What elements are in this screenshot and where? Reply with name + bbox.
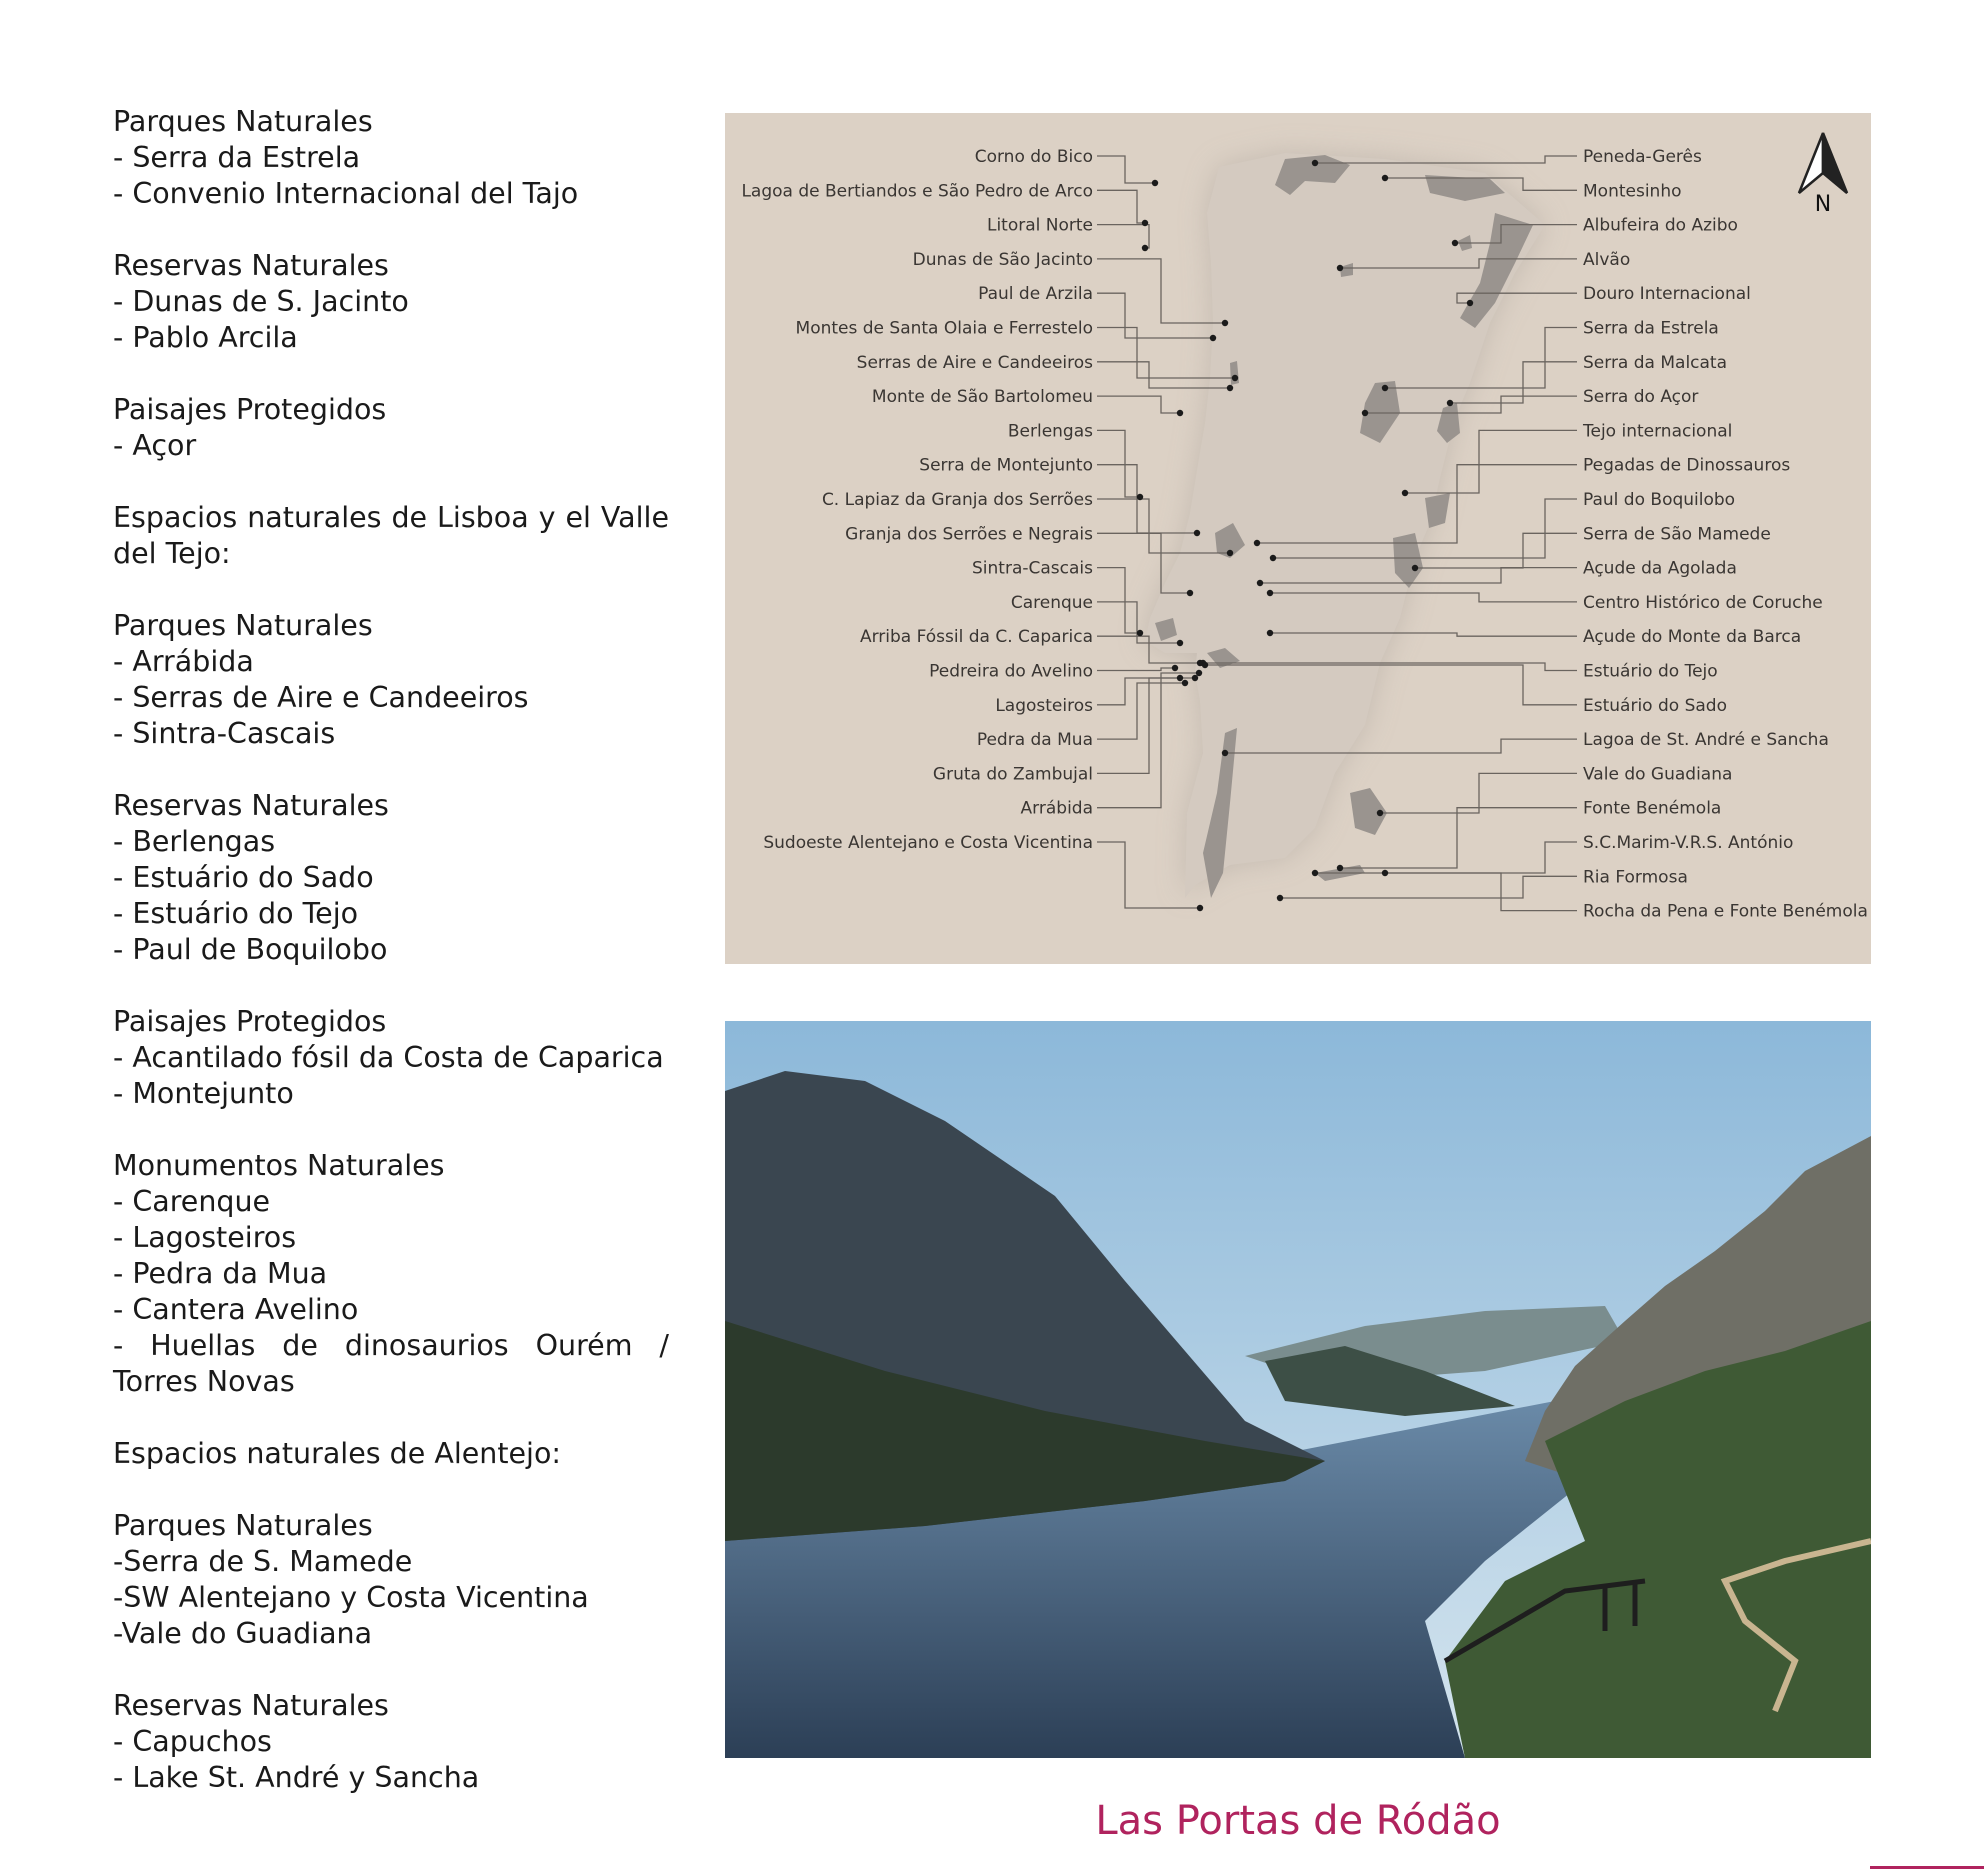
- location-dot: [1192, 675, 1198, 681]
- section-heading: Reservas Naturales: [113, 1689, 389, 1722]
- leader-line: [1097, 156, 1155, 183]
- location-dot: [1382, 175, 1388, 181]
- left-labels: [741, 147, 1093, 853]
- list-item: - Dunas de S. Jacinto: [113, 285, 409, 318]
- map-label-left: Arrábida: [1020, 798, 1093, 819]
- location-dot: [1177, 640, 1183, 646]
- location-dot: [1412, 565, 1418, 571]
- leader-line: [1097, 568, 1140, 633]
- location-dot: [1177, 410, 1183, 416]
- location-dot: [1362, 410, 1368, 416]
- location-dot: [1142, 245, 1148, 251]
- location-dot: [1467, 300, 1473, 306]
- map-label-right: Estuário do Sado: [1583, 695, 1727, 716]
- accent-line: [1870, 1866, 1984, 1869]
- list-item: - Montejunto: [113, 1077, 294, 1110]
- location-dot: [1402, 490, 1408, 496]
- leader-line: [1097, 678, 1195, 705]
- map-label-left: Serra de Montejunto: [919, 455, 1093, 476]
- location-dot: [1194, 530, 1200, 536]
- location-dot: [1227, 550, 1233, 556]
- map-label-right: Alvão: [1583, 249, 1631, 270]
- map-label-left: Berlengas: [1007, 421, 1093, 442]
- list-item: - Pablo Arcila: [113, 321, 298, 354]
- section-block: [113, 500, 669, 572]
- list-item: - Açor: [113, 429, 197, 462]
- location-dot: [1142, 220, 1148, 226]
- section-heading: Parques Naturales: [113, 105, 373, 138]
- map-label-left: Monte de São Bartolomeu: [871, 387, 1093, 408]
- list-item: - Huellas de dinosaurios Ourém / Torres Novas: [113, 1329, 669, 1398]
- list-item: - Lake St. André y Sancha: [113, 1761, 480, 1794]
- section-heading: Paisajes Protegidos: [113, 1005, 387, 1038]
- location-dot: [1222, 750, 1228, 756]
- location-dot: [1196, 670, 1202, 676]
- list-item: - Carenque: [113, 1185, 271, 1218]
- landscape-photo: [725, 1021, 1871, 1758]
- map-label-left: Serras de Aire e Candeeiros: [856, 352, 1093, 373]
- map-label-left: Pedra da Mua: [976, 730, 1093, 751]
- location-dot: [1257, 580, 1263, 586]
- map-label-right: Douro Internacional: [1583, 284, 1751, 305]
- map-label-left: Lagosteiros: [995, 695, 1093, 716]
- map-label-right: S.C.Marim-V.R.S. António: [1583, 833, 1794, 853]
- section-heading: Monumentos Naturales: [113, 1149, 445, 1182]
- area-tejo: [1425, 493, 1450, 528]
- leader-line: [1415, 533, 1577, 568]
- location-dot: [1152, 180, 1158, 186]
- map-label-right: Serra de São Mamede: [1583, 524, 1771, 545]
- map-label-right: Serra da Malcata: [1583, 352, 1728, 373]
- portugal-protected-areas-map: [725, 113, 1871, 964]
- section-heading: Reservas Naturales: [113, 789, 389, 822]
- map-label-left: Pedreira do Avelino: [929, 661, 1093, 682]
- map-label-left: Gruta do Zambujal: [932, 764, 1093, 785]
- map-label-left: Lagoa de Bertiandos e São Pedro de Arco: [741, 181, 1093, 202]
- location-dot: [1254, 540, 1260, 546]
- leader-line: [1097, 683, 1185, 739]
- map-label-right: Albufeira do Azibo: [1583, 215, 1738, 236]
- location-dot: [1382, 385, 1388, 391]
- location-dot: [1312, 870, 1318, 876]
- section-block: [113, 392, 669, 464]
- map-label-left: Sudoeste Alentejano e Costa Vicentina: [763, 833, 1093, 853]
- map-label-right: Lagoa de St. André e Sancha: [1583, 730, 1829, 751]
- leader-line: [1097, 293, 1213, 338]
- location-dot: [1182, 680, 1188, 686]
- list-item: - Sintra-Cascais: [113, 717, 336, 750]
- location-dot: [1382, 870, 1388, 876]
- section-block: [113, 608, 669, 752]
- section-block: [113, 1148, 669, 1400]
- location-dot: [1210, 335, 1216, 341]
- section-heading: Reservas Naturales: [113, 249, 389, 282]
- map-label-left: Dunas de São Jacinto: [912, 249, 1093, 270]
- map-label-right: Paul do Boquilobo: [1583, 490, 1736, 510]
- leader-line: [1097, 225, 1149, 248]
- list-item: - Lagosteiros: [113, 1221, 297, 1254]
- section-block: [113, 788, 669, 968]
- location-dot: [1337, 265, 1343, 271]
- map-label-right: Fonte Benémola: [1583, 798, 1722, 819]
- location-dot: [1447, 400, 1453, 406]
- list-item: - Serras de Aire e Candeeiros: [113, 681, 529, 714]
- map-label-left: Arriba Fóssil da C. Caparica: [859, 627, 1093, 648]
- location-dot: [1452, 240, 1458, 246]
- map-label-left: Paul de Arzila: [978, 284, 1093, 305]
- location-dot: [1172, 665, 1178, 671]
- location-dot: [1227, 385, 1233, 391]
- list-item: - Estuário do Sado: [113, 861, 374, 894]
- location-dot: [1267, 590, 1273, 596]
- location-dot: [1222, 320, 1228, 326]
- section-heading: Paisajes Protegidos: [113, 393, 387, 426]
- location-dot: [1337, 865, 1343, 871]
- location-dot: [1197, 905, 1203, 911]
- map-label-right: Rocha da Pena e Fonte Benémola: [1583, 901, 1868, 922]
- map-label-right: Açude do Monte da Barca: [1583, 627, 1802, 648]
- location-dot: [1270, 555, 1276, 561]
- map-label-right: Montesinho: [1583, 181, 1682, 202]
- section-heading: Parques Naturales: [113, 1509, 373, 1542]
- north-label: N: [1814, 192, 1832, 217]
- map-label-left: Carenque: [1010, 592, 1093, 613]
- photo-caption: Las Portas de Ródão: [1095, 1798, 1501, 1844]
- map-label-right: Vale do Guadiana: [1583, 764, 1733, 785]
- leader-line: [1097, 842, 1200, 908]
- leader-line: [1097, 396, 1180, 413]
- park-list: [113, 104, 669, 1832]
- list-item: - Paul de Boquilobo: [113, 933, 388, 966]
- section-heading: Parques Naturales: [113, 609, 373, 642]
- map-label-right: Ria Formosa: [1583, 867, 1688, 888]
- location-dot: [1277, 895, 1283, 901]
- map-label-right: Tejo internacional: [1583, 421, 1733, 442]
- leader-line: [1097, 673, 1199, 808]
- map-canvas: [725, 113, 1871, 964]
- region-heading: Espacios naturales de Alentejo:: [113, 1437, 562, 1470]
- section-block: [113, 1688, 669, 1796]
- location-dot: [1187, 590, 1193, 596]
- right-labels: [1582, 147, 1868, 922]
- map-label-left: C. Lapiaz da Granja dos Serrões: [821, 490, 1093, 510]
- leader-line: [1097, 259, 1225, 323]
- list-item: - Pedra da Mua: [113, 1257, 328, 1290]
- section-block: [113, 1436, 669, 1472]
- location-dot: [1232, 375, 1238, 381]
- map-label-left: Sintra-Cascais: [972, 558, 1093, 579]
- map-label-right: Pegadas de Dinossauros: [1583, 455, 1791, 476]
- north-arrow-icon: [1799, 133, 1847, 217]
- map-label-right: Serra da Estrela: [1583, 318, 1719, 339]
- map-label-right: Peneda-Gerês: [1583, 147, 1702, 167]
- section-block: [113, 104, 669, 212]
- map-label-right: Estuário do Tejo: [1583, 661, 1718, 682]
- leader-line: [1097, 668, 1175, 671]
- list-item: - Capuchos: [113, 1725, 272, 1758]
- leader-line: [1097, 678, 1180, 773]
- list-item: - Cantera Avelino: [113, 1293, 359, 1326]
- location-dot: [1202, 662, 1208, 668]
- location-dot: [1137, 630, 1143, 636]
- list-item: - Acantilado fósil da Costa de Caparica: [113, 1041, 664, 1074]
- list-item: - Estuário do Tejo: [113, 897, 359, 930]
- location-dot: [1177, 675, 1183, 681]
- map-label-right: Centro Histórico de Coruche: [1583, 592, 1823, 613]
- region-heading: Espacios naturales de Lisboa y el Valle del Tejo:: [113, 501, 669, 570]
- leader-line: [1315, 873, 1577, 911]
- list-item: - Berlengas: [113, 825, 276, 858]
- list-item: -Vale do Guadiana: [113, 1617, 373, 1650]
- map-label-left: Corno do Bico: [974, 147, 1093, 167]
- list-item: -SW Alentejano y Costa Vicentina: [113, 1581, 589, 1614]
- section-block: [113, 248, 669, 356]
- list-item: - Serra da Estrela: [113, 141, 361, 174]
- location-dot: [1137, 494, 1143, 500]
- leader-line: [1097, 190, 1145, 223]
- list-item: -Serra de S. Mamede: [113, 1545, 413, 1578]
- map-label-left: Montes de Santa Olaia e Ferrestelo: [795, 318, 1093, 339]
- map-label-right: Açude da Agolada: [1583, 558, 1737, 579]
- list-item: - Arrábida: [113, 645, 254, 678]
- section-block: [113, 1004, 669, 1112]
- map-label-left: Granja dos Serrões e Negrais: [845, 524, 1093, 545]
- location-dot: [1312, 160, 1318, 166]
- photo-canvas: [725, 1021, 1871, 1758]
- leader-line: [1097, 430, 1140, 497]
- map-label-left: Litoral Norte: [986, 215, 1093, 236]
- list-item: - Convenio Internacional del Tajo: [113, 177, 579, 210]
- location-dot: [1377, 810, 1383, 816]
- section-block: [113, 1508, 669, 1652]
- location-dot: [1267, 630, 1273, 636]
- map-label-right: Serra do Açor: [1583, 387, 1699, 408]
